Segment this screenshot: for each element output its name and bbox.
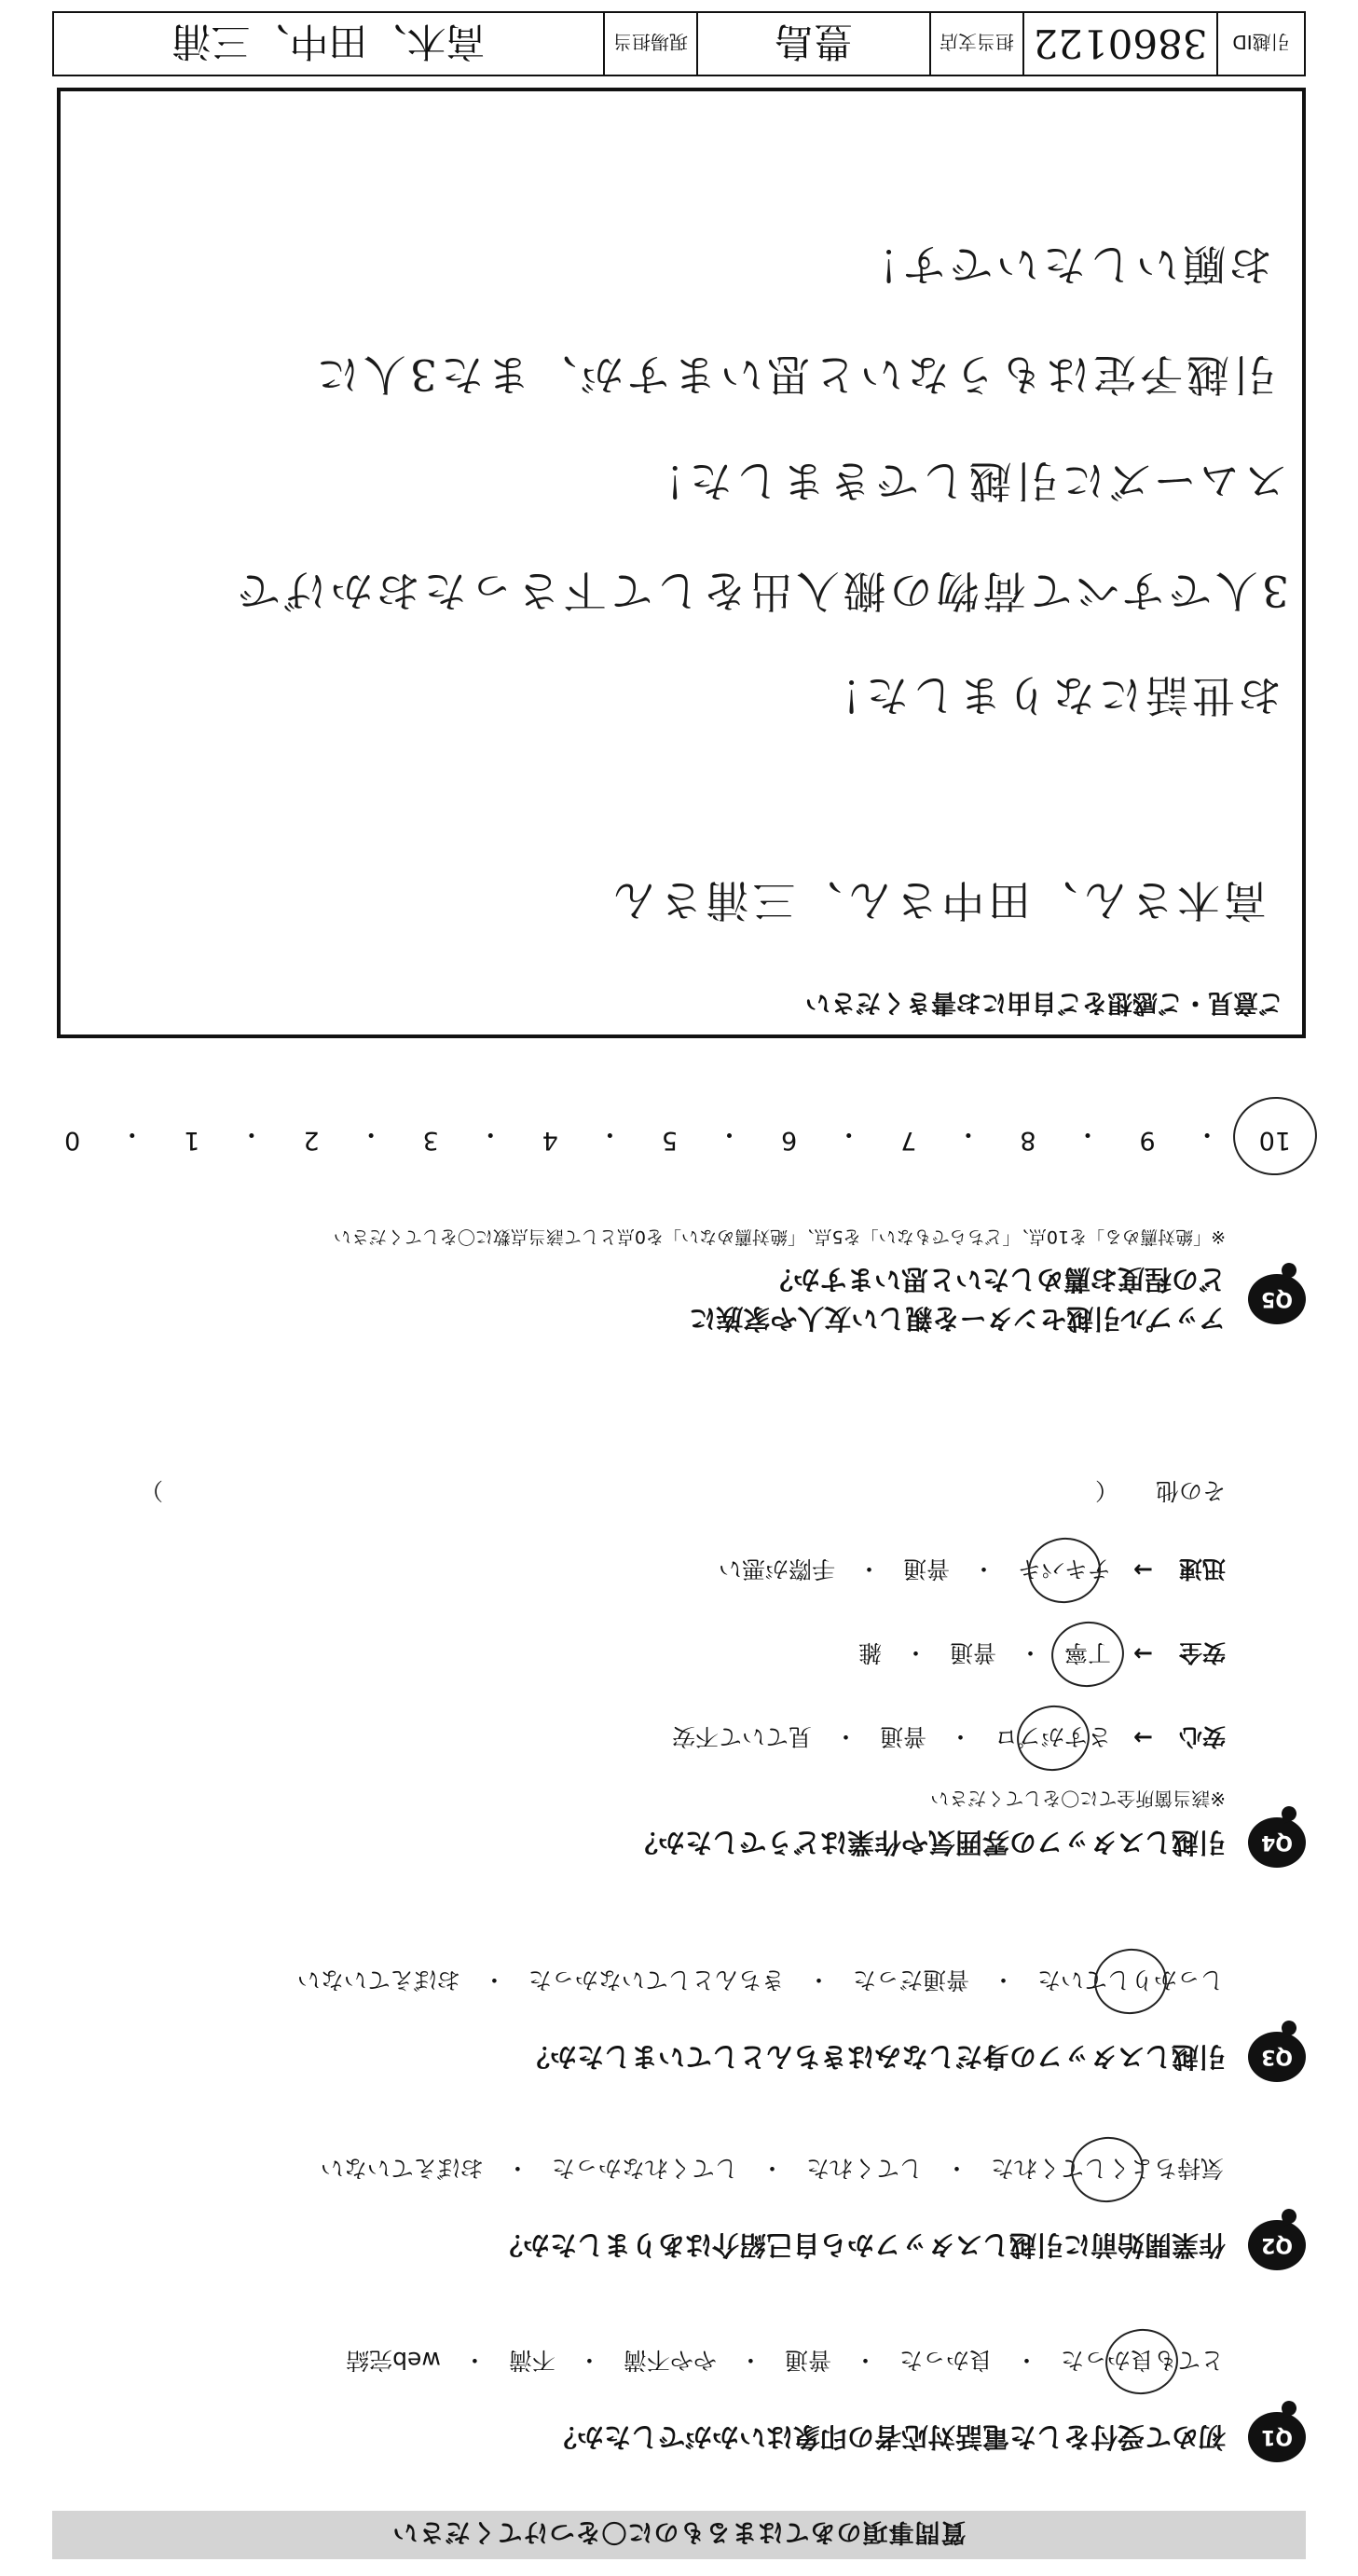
- q5-badge: Q5: [1248, 1274, 1306, 1324]
- comment-line-2: お世話になりました！: [816, 670, 1282, 720]
- q3-option-1[interactable]: しっかりしていた: [1036, 1965, 1226, 1998]
- comment-line-6: お願いしたいです！: [853, 240, 1272, 290]
- q3-text: 引越しスタッフの身だしなみはきちんとしていましたか？: [522, 2041, 1226, 2073]
- scale-option-6[interactable]: 6: [781, 1126, 798, 1155]
- q4-anzen-option-3[interactable]: 雑: [857, 1639, 882, 1666]
- q4-anzen-option-2[interactable]: 普通: [950, 1639, 997, 1666]
- q2-badge: Q2: [1248, 2220, 1306, 2270]
- q5-line-1: アップル引越センターを親しい友人や家族に: [689, 1303, 1226, 1335]
- q1-options: とても良かった ・ 良かった ・ 普通 ・ やや不満 ・ 不満 ・ web完結: [52, 2345, 1226, 2378]
- q3-option-2[interactable]: 普通だった: [852, 1966, 969, 1994]
- q1-badge: Q1: [1248, 2412, 1306, 2462]
- comment-line-3: 3人ですべて荷物の搬入出をして下さったおかげで: [233, 566, 1289, 616]
- q5-line-2: どの程度お薦めしたいと思いますか？: [765, 1264, 1226, 1295]
- q4-anshin-option-2[interactable]: 普通: [880, 1723, 927, 1750]
- comment-line-5: 引越予定はもうないと思いますが、また3人に: [312, 349, 1276, 400]
- q4-row-label: 安心: [1178, 1723, 1226, 1750]
- q4-jinsoku-option-2[interactable]: 普通: [903, 1555, 951, 1583]
- instruction-header: [52, 2511, 1306, 2559]
- comment-line-4: スムーズに引越しできました！: [638, 456, 1287, 506]
- q1-text: 初めて受付をした電話対応者の印象はいかがでしたか？: [549, 2421, 1226, 2453]
- q3-option-3[interactable]: きちんとしていなかった: [528, 1966, 785, 1994]
- arrow-icon: →: [1133, 1556, 1153, 1584]
- q2-option-3[interactable]: してくれなかった: [551, 2155, 738, 2182]
- q4-anshin-option-3[interactable]: 見ていて不安: [671, 1723, 812, 1750]
- q4-badge: Q4: [1248, 1817, 1306, 1868]
- q4-anzen-option-1[interactable]: 丁寧: [1063, 1637, 1113, 1671]
- leader-value-cell: 高木、田中、三浦: [54, 13, 605, 75]
- q4-other-open: （: [1094, 1477, 1118, 1504]
- q2-text: 作業開始前に引越しスタッフから自己紹介はありましたか？: [495, 2229, 1226, 2261]
- scale-option-8[interactable]: 8: [1020, 1126, 1036, 1155]
- q3-badge: Q3: [1248, 2032, 1306, 2082]
- id-value-cell: 3860122: [1024, 13, 1218, 75]
- q4-row-anzen: 安全 → 丁寧 ・ 普通 ・ 雑: [52, 1637, 1226, 1671]
- scale-option-7[interactable]: 7: [900, 1126, 917, 1155]
- q5-note: ※「絶対薦める」を10点、「どちらでもない」を5点、「絶対薦めない」を0点として該当点数に〇をしてください: [333, 1226, 1226, 1247]
- q4-anshin-option-1[interactable]: さすがプロ: [993, 1721, 1113, 1755]
- scale-option-5[interactable]: 5: [661, 1126, 679, 1155]
- question-1: [52, 2345, 1306, 2462]
- q1-option-2[interactable]: 良かった: [898, 2347, 993, 2374]
- q1-option-5[interactable]: 不満: [508, 2347, 556, 2374]
- q5-scale: 10 ・ 9 ・ 8 ・ 7 ・ 6 ・ 5 ・ 4 ・ 3 ・ 2 ・ 1 ・ 0: [64, 1119, 1291, 1155]
- q2-option-1[interactable]: 気持ちよくしてくれた: [989, 2153, 1226, 2186]
- footer-table: [52, 11, 1306, 76]
- q1-option-6[interactable]: web完結: [346, 2347, 441, 2374]
- q4-row-label: 安全: [1178, 1639, 1226, 1666]
- scale-option-1[interactable]: 1: [184, 1126, 200, 1155]
- q4-other-row: [52, 1475, 1226, 1509]
- branch-label-cell: 担当支店: [931, 13, 1024, 75]
- question-2: [52, 2153, 1306, 2270]
- comment-line-1: 高木さん、田中さん、三浦さん: [609, 875, 1267, 925]
- q1-option-1[interactable]: とても良かった: [1059, 2345, 1226, 2378]
- question-3: [52, 1965, 1306, 2082]
- scale-option-2[interactable]: 2: [303, 1126, 320, 1155]
- question-4: [52, 1475, 1306, 1868]
- q2-option-4[interactable]: おぼえていない: [320, 2155, 484, 2182]
- arrow-icon: →: [1133, 1640, 1153, 1668]
- scale-option-3[interactable]: 3: [422, 1126, 439, 1155]
- branch-value-cell: 豊島: [698, 13, 931, 75]
- scale-option-9[interactable]: 9: [1139, 1126, 1156, 1155]
- comment-title: ご意見・ご感想をご自由にお書きください: [805, 988, 1283, 1017]
- q3-options: しっかりしていた ・ 普通だった ・ きちんとしていなかった ・ おぼえていない: [52, 1965, 1226, 1998]
- q2-option-2[interactable]: してくれた: [805, 2155, 923, 2182]
- q1-option-4[interactable]: やや不満: [623, 2347, 717, 2374]
- q2-options: 気持ちよくしてくれた ・ してくれた ・ してくれなかった ・ おぼえていない: [52, 2153, 1226, 2186]
- q4-jinsoku-option-3[interactable]: 手際が悪い: [718, 1555, 835, 1583]
- scale-option-0[interactable]: 0: [64, 1126, 81, 1155]
- instruction-text: 質問事項のあてはまるものに〇をつけてください: [391, 2517, 967, 2547]
- q4-row-anshin: 安心 → さすがプロ ・ 普通 ・ 見ていて不安: [52, 1721, 1226, 1755]
- q4-text: 引越しスタッフの雰囲気や作業はどうでしたか？: [630, 1827, 1226, 1858]
- leader-label-cell: 現場担当: [605, 13, 698, 75]
- q4-jinsoku-option-1[interactable]: テキパキ: [1016, 1554, 1113, 1587]
- id-label-cell: 引越ID: [1232, 31, 1290, 54]
- q4-other-label: その他: [1155, 1477, 1226, 1504]
- q4-other-close: ）: [139, 1477, 163, 1504]
- q4-row-label: 迅速: [1178, 1555, 1226, 1583]
- q3-option-4[interactable]: おぼえていない: [296, 1966, 460, 1994]
- arrow-icon: →: [1133, 1724, 1153, 1752]
- q4-row-jinsoku: 迅速 → テキパキ ・ 普通 ・ 手際が悪い: [52, 1554, 1226, 1587]
- q4-note: ※該当箇所全てに〇をしてください: [930, 1788, 1226, 1810]
- question-5: [52, 1226, 1306, 1338]
- scale-option-10[interactable]: 10: [1257, 1118, 1293, 1155]
- comment-box[interactable]: [57, 88, 1306, 1038]
- q1-option-3[interactable]: 普通: [784, 2347, 831, 2374]
- scale-option-4[interactable]: 4: [542, 1126, 558, 1155]
